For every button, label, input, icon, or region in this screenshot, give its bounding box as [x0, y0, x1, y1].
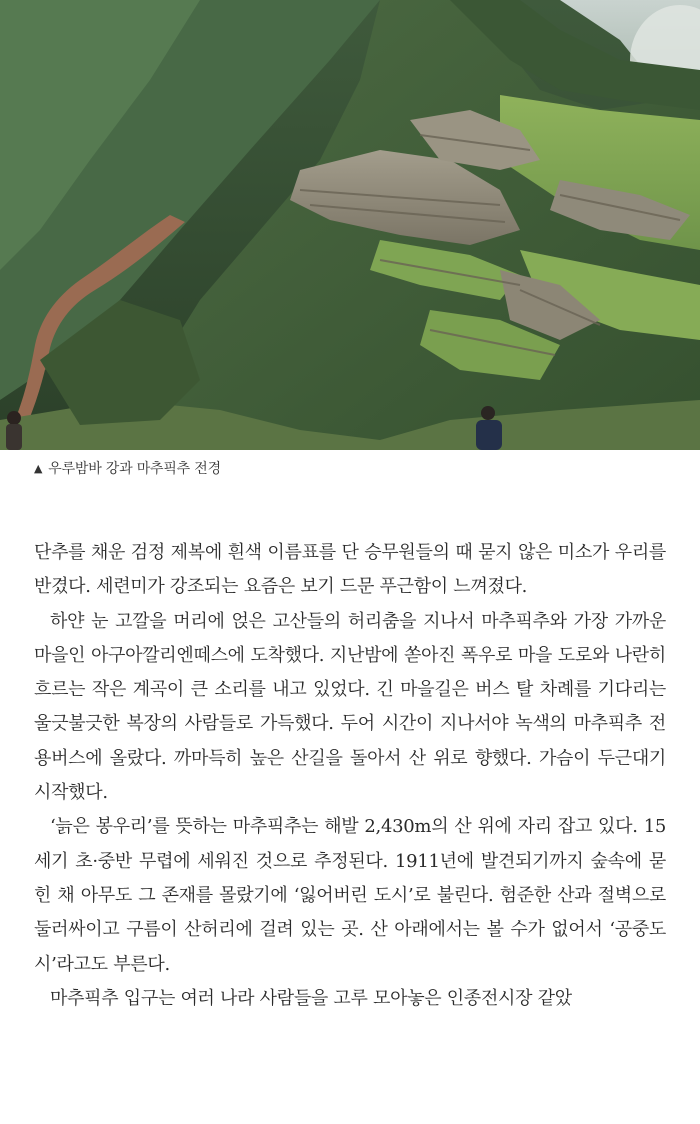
- machu-picchu-photo: [0, 0, 700, 450]
- caption-triangle-icon: ▲: [34, 462, 43, 475]
- paragraph: 하얀 눈 고깔을 머리에 얹은 고산들의 허리춤을 지나서 마추픽추와 가장 가까운 마을인 아구아깔리엔떼스에 도착했다. 지난밤에 쏟아진 폭우로 마을 도로와 나란히 흐르는 작은 계곡이 큰 소리를 내고 있었다. 긴 마을길은 버스 탈 차례를 기다리는 울긋불긋한 복장의 사람들로 가득했다. 두어 시간이 지나서야 녹색의 마추픽추 전용버스에 올랐다. 까마득히 높은 산길을 돌아서 산 위로 향했다. 가슴이 두근대기 시작했다.: [34, 610, 666, 804]
- photo-caption: [34, 458, 221, 478]
- caption-text: 우루밤바 강과 마추픽추 전경: [48, 461, 221, 477]
- paragraph: ‘늙은 봉우리’를 뜻하는 마추픽추는 해발 2,430m의 산 위에 자리 잡고 있다. 15세기 초·중반 무렵에 세워진 것으로 추정된다. 1911년에 발견되기까지 숲속에 묻힌 채 아무도 그 존재를 몰랐기에 ‘잃어버린 도시’로 불린다. 험준한 산과 절벽으로 둘러싸이고 구름이 산허리에 걸려 있는 곳. 산 아래에서는 볼 수가 없어서 ‘공중도시’라고도 부른다.: [34, 816, 666, 975]
- paragraph: 마추픽추 입구는 여러 나라 사람들을 고루 모아놓은 인종전시장 같았: [50, 987, 572, 1009]
- paragraph: 단추를 채운 검정 제복에 흰색 이름표를 단 승무원들의 때 묻지 않은 미소가 우리를 반겼다. 세련미가 강조되는 요즘은 보기 드문 푸근함이 느껴졌다.: [34, 542, 666, 598]
- article-body: [34, 536, 666, 1016]
